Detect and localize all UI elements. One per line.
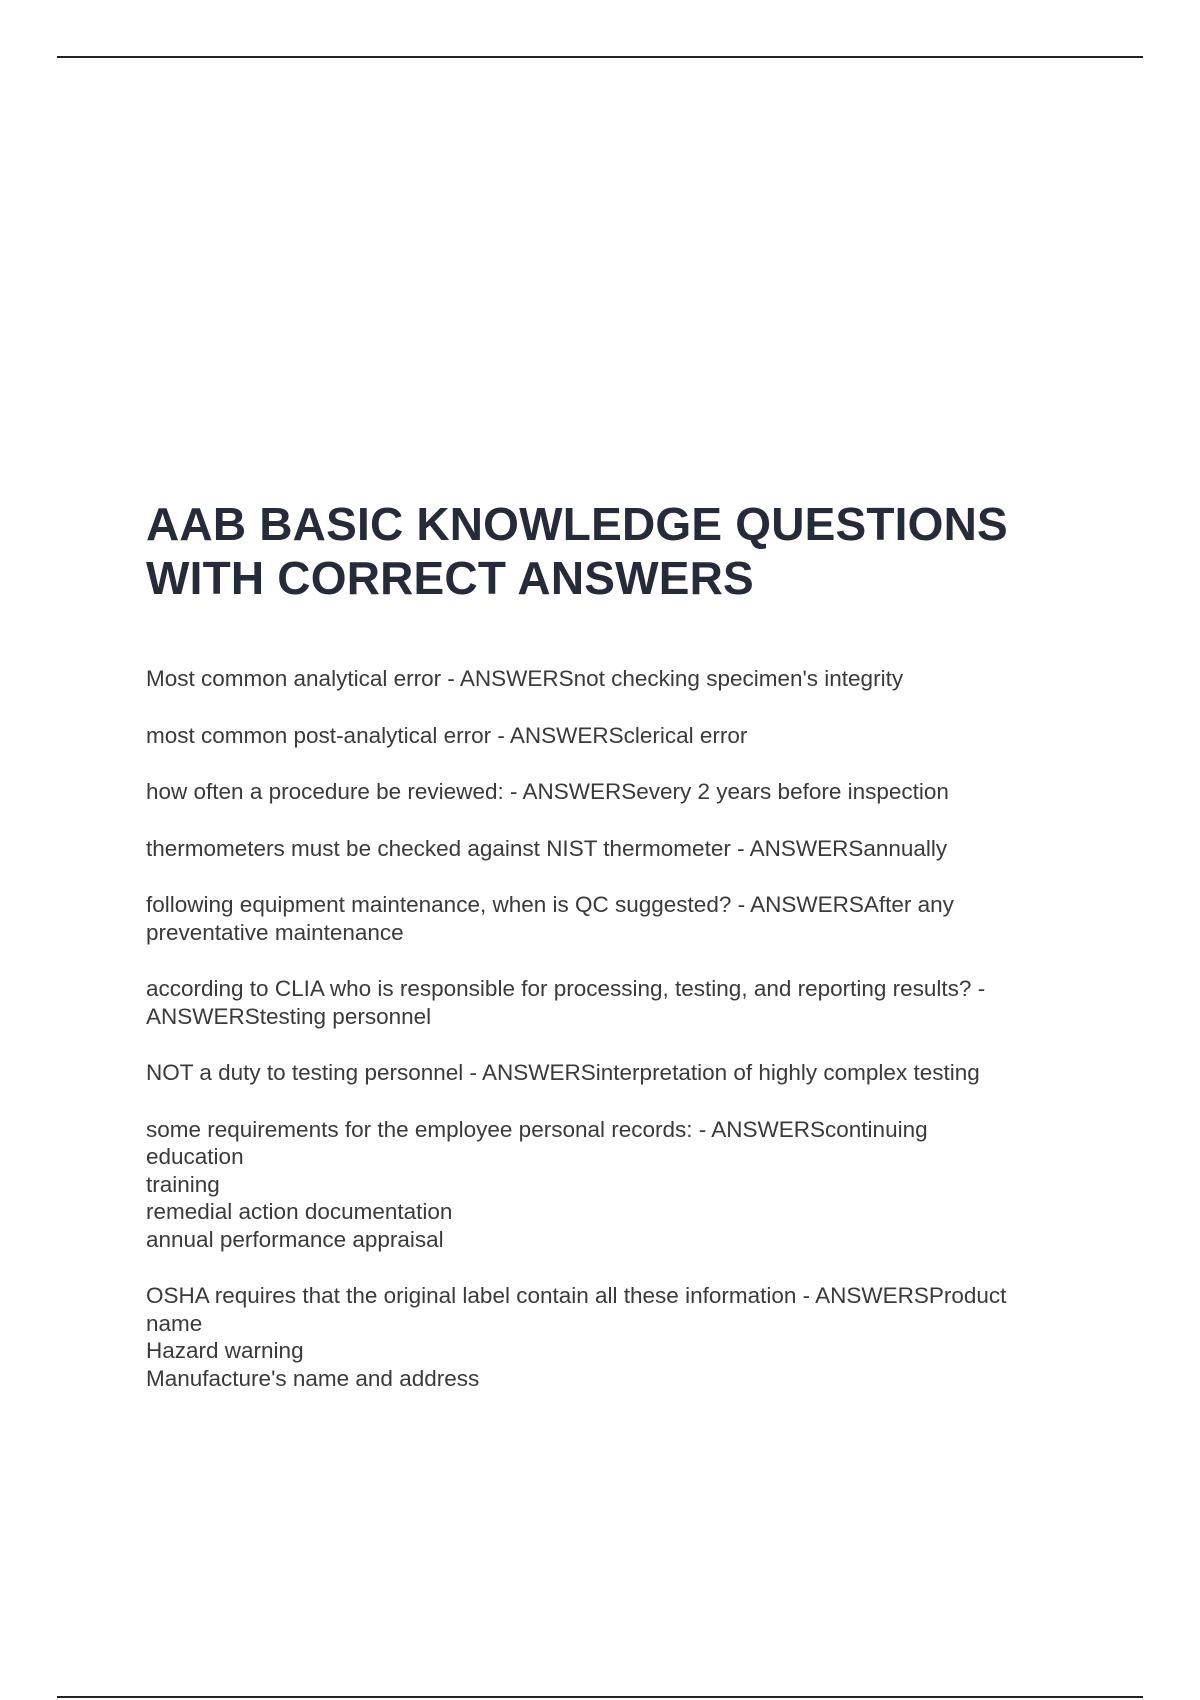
qa-item: some requirements for the employee personal records: - ANSWERScontinuing education training remedial action documentation annual performance appraisal xyxy=(146,1116,928,1252)
qa-item: Most common analytical error - ANSWERSnot checking specimen's integrity xyxy=(146,666,904,691)
qa-item: following equipment maintenance, when is QC suggested? - ANSWERSAfter any preventative maintenance xyxy=(146,892,954,945)
document-title xyxy=(146,497,1086,605)
header-rule xyxy=(57,56,1143,58)
qa-item: NOT a duty to testing personnel - ANSWERSinterpretation of highly complex testing xyxy=(146,1060,980,1085)
qa-item: thermometers must be checked against NIST thermometer - ANSWERSannually xyxy=(146,835,948,861)
qa-list xyxy=(146,665,1086,1392)
title-line-2: WITH CORRECT ANSWERS xyxy=(146,552,754,604)
document-body xyxy=(146,497,1086,1421)
footer-rule xyxy=(57,1696,1143,1698)
title-line-1: AAB BASIC KNOWLEDGE QUESTIONS xyxy=(146,498,1008,550)
qa-item: how often a procedure be reviewed: - ANSWERSevery 2 years before inspection xyxy=(146,779,949,804)
qa-item: according to CLIA who is responsible for processing, testing, and reporting results? - ANSWERStesting personnel xyxy=(146,976,986,1029)
qa-item: most common post-analytical error - ANSWERSclerical error xyxy=(146,722,748,748)
qa-item: OSHA requires that the original label contain all these information - ANSWERSProduct name Hazard warning Manufacture's name and address xyxy=(146,1283,1007,1391)
